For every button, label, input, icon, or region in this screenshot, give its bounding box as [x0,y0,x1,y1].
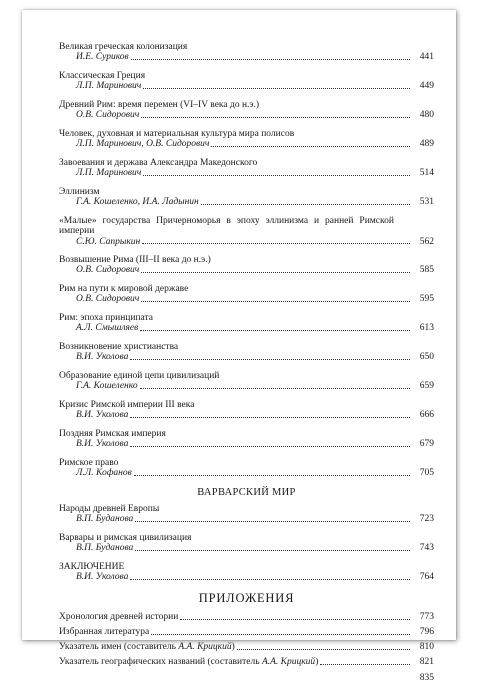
entry-author: О.В. Сидорович [76,294,140,305]
entry-page: 764 [419,572,434,583]
entry-author: О.В. Сидорович [76,265,140,276]
entry-title: Человек, духовная и материальная культура мира полисов [59,128,295,139]
entry-page: 480 [419,110,434,121]
dot-leader [134,474,410,476]
toc-entry [59,429,434,450]
appendix-title: Хронология древней истории [59,612,179,623]
toc-entry [59,158,434,179]
toc-entry-conclusion [59,562,434,583]
entry-title: ЗАКЛЮЧЕНИЕ [59,562,125,573]
dot-leader [320,663,410,665]
entry-author: Л.П. Маринович, О.В. Сидорович [76,139,210,150]
entry-page: 743 [419,543,434,554]
appendix-page: 821 [419,657,434,668]
entry-author: В.И. Уколова [76,439,129,450]
appendix-title: Избранная литература [59,627,150,638]
entry-page: 585 [419,265,434,276]
dot-leader [201,203,410,205]
entry-title: Завоевания и держава Александра Македонского [59,157,258,168]
entry-author: Г.А. Кошеленко [76,381,138,392]
entry-author: В.И. Уколова [76,352,129,363]
entry-page: 531 [419,197,434,208]
last-page-number: 835 [419,672,434,683]
entry-page: 679 [419,439,434,450]
entry-page: 613 [419,323,434,334]
dot-leader [140,387,410,389]
toc-entry [59,371,434,392]
entry-title: Рим на пути к мировой державе [59,284,189,295]
toc-entry [59,42,434,63]
entry-title: Варвары и римская цивилизация [59,533,192,544]
dot-leader [141,116,410,118]
dot-leader [180,618,410,620]
book-page [22,10,456,683]
appendix-page: 810 [419,642,434,653]
entry-author: О.В. Сидорович [76,110,140,121]
entry-title: Великая греческая колонизация [59,42,188,52]
entry-title: Кризис Римской империи III века [59,400,195,411]
toc-entry [59,533,434,554]
dot-leader [142,242,410,244]
table-of-contents [59,42,434,683]
entry-page: 449 [419,81,434,92]
toc-entry [59,313,434,334]
dot-leader [135,520,410,522]
entry-author: В.П. Буданова [76,514,134,525]
entry-page: 514 [419,168,434,179]
toc-entry [59,400,434,421]
appendix-compiler: А.А. Крицкий [178,642,232,653]
entry-page: 650 [419,352,434,363]
dot-leader [141,271,410,273]
entry-title: Народы древней Европы [59,504,160,515]
entry-title: Рим: эпоха принципата [59,313,153,324]
dot-leader [130,578,410,580]
entry-page: 441 [419,52,434,63]
toc-entry [59,100,434,121]
entry-title: Римское право [59,458,119,469]
dot-leader [135,549,410,551]
entry-title: Древний Рим: время перемен (VI–IV века до н.э.) [59,99,260,110]
toc-entry [59,187,434,208]
entry-author: В.И. Уколова [76,572,129,583]
dot-leader [130,445,410,447]
toc-entry [59,216,434,247]
entry-title: Эллинизм [59,186,100,197]
appendix-page: 773 [419,612,434,623]
entry-author: Л.П. Маринович [76,81,142,92]
appendix-title: Указатель географических названий (составитель [59,657,262,668]
appendix-entry [59,612,434,622]
dot-leader [211,145,410,147]
appendix-page: 796 [419,627,434,638]
entry-author: А.Л. Смышляев [76,323,139,334]
entry-author: Л.Л. Кофанов [76,468,132,479]
entry-title: Поздняя Римская империя [59,429,166,440]
entry-author: Г.А. Кошеленко, И.А. Ладынин [76,197,199,208]
toc-entry [59,458,434,479]
section-heading-appendix: ПРИЛОЖЕНИЯ [198,591,295,606]
dot-leader [130,416,410,418]
entry-author: В.П. Буданова [76,543,134,554]
toc-entry [59,71,434,92]
appendix-entry [59,642,434,652]
section-heading-barbarian: ВАРВАРСКИЙ МИР [197,487,296,499]
dot-leader [143,174,410,176]
entry-page: 562 [419,236,434,247]
entry-author: С.Ю. Сапрыкин [76,236,141,247]
toc-entry [59,284,434,305]
entry-page: 489 [419,139,434,150]
dot-leader [140,329,410,331]
appendix-entry [59,657,434,667]
entry-title: Возникновение христианства [59,342,179,353]
entry-author: И.Е. Суриков [76,52,129,63]
entry-page: 659 [419,381,434,392]
dot-leader [143,87,410,89]
appendix-compiler: А.А. Крицкий [261,657,316,668]
dot-leader [131,58,410,60]
dot-leader [151,633,410,635]
entry-title: «Малые» государства Причерноморья в эпоху эллинизма и ранней Римской империи [59,215,394,237]
entry-page: 666 [419,410,434,421]
appendix-entry [59,627,434,637]
entry-title: Классическая Греция [59,70,146,81]
entry-page: 705 [419,468,434,479]
entry-page: 595 [419,294,434,305]
toc-entry [59,129,434,150]
toc-entry [59,342,434,363]
appendix-title: Указатель имен (составитель [59,642,179,653]
entry-page: 723 [419,514,434,525]
dot-leader [141,300,410,302]
dot-leader [130,358,410,360]
entry-title: Образование единой цепи цивилизаций [59,371,220,382]
entry-author: Л.П. Маринович [76,168,142,179]
entry-title: Возвышение Рима (III–II века до н.э.) [59,255,211,266]
appendix-close: ) [231,642,235,653]
toc-entry [59,504,434,525]
appendix-close: ) [315,657,319,668]
toc-entry [59,255,434,276]
entry-author: В.И. Уколова [76,410,129,421]
